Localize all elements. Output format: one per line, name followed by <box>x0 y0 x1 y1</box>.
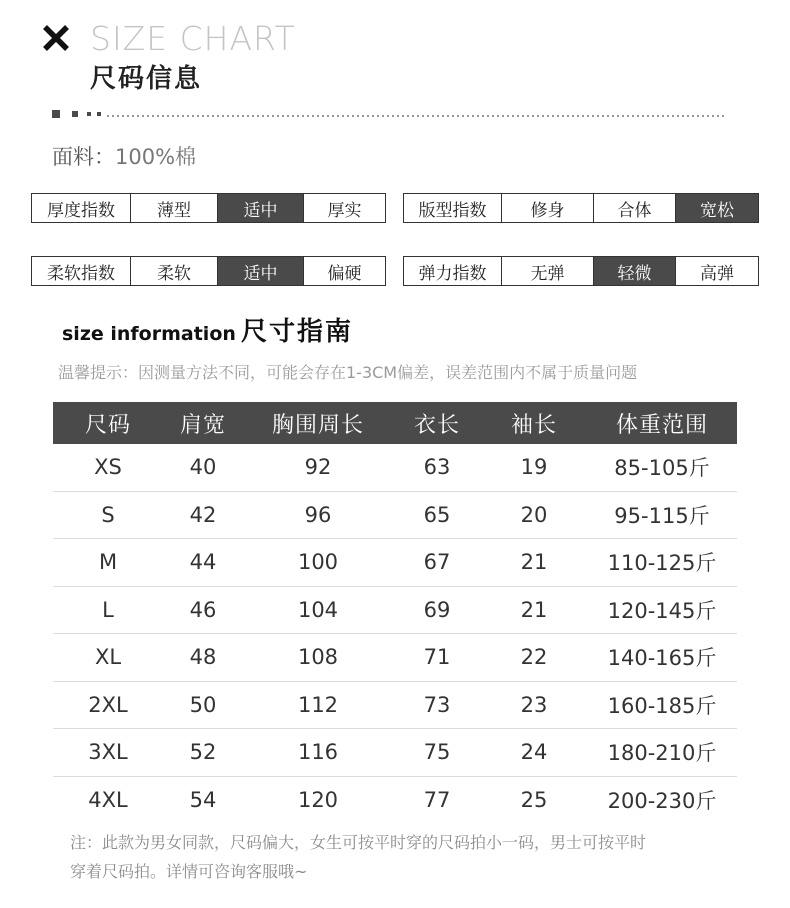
cell-size: M <box>98 550 118 575</box>
fit-index-label: 版型指数 <box>418 200 487 221</box>
size-note <box>70 828 730 886</box>
cell-sleeve: 24 <box>520 740 548 765</box>
cell-shoulder: 46 <box>189 597 217 622</box>
size-info-title-cn: 尺寸指南 <box>241 317 354 347</box>
cell-shoulder: 42 <box>189 502 217 527</box>
cell-chest: 104 <box>297 597 339 622</box>
softness-index <box>31 256 386 286</box>
fabric-label: 面料： <box>52 145 115 169</box>
header-weight: 体重范围 <box>615 412 708 438</box>
decorative-divider <box>52 108 724 120</box>
cell-weight: 110-125斤 <box>607 551 717 576</box>
cell-length: 63 <box>423 455 451 480</box>
thickness-option-thin: 薄型 <box>130 194 217 222</box>
cell-size: 2XL <box>88 692 128 717</box>
cell-chest: 112 <box>297 692 339 717</box>
elasticity-option-high: 高弹 <box>675 257 758 285</box>
cell-shoulder: 44 <box>189 550 217 575</box>
size-info-title <box>62 314 353 353</box>
fit-option-regular: 合体 <box>593 194 675 222</box>
softness-option-medium: 适中 <box>217 257 303 285</box>
table-row <box>53 587 737 635</box>
cell-sleeve: 21 <box>520 597 548 622</box>
note-line-1: 注：此款为男女同款，尺码偏大，女生可按平时穿的尺码拍小一码，男士可按平时 <box>70 833 647 852</box>
cell-shoulder: 54 <box>189 788 217 813</box>
fit-option-loose: 宽松 <box>675 194 758 222</box>
header-length: 衣长 <box>413 412 460 438</box>
table-header <box>53 402 737 444</box>
table-row <box>53 634 737 682</box>
cell-weight: 160-185斤 <box>607 693 717 718</box>
cell-size: S <box>101 502 115 527</box>
header-chest: 胸围周长 <box>271 412 364 438</box>
table-row <box>53 729 737 777</box>
cell-length: 67 <box>423 550 451 575</box>
table-row <box>53 777 737 825</box>
cell-length: 75 <box>423 740 451 765</box>
cell-shoulder: 40 <box>189 455 217 480</box>
cell-chest: 92 <box>304 455 332 480</box>
cell-weight: 120-145斤 <box>607 598 717 623</box>
cell-size: XL <box>94 645 122 670</box>
fit-index <box>403 193 759 223</box>
cell-shoulder: 48 <box>189 645 217 670</box>
cell-weight: 200-230斤 <box>607 789 717 814</box>
cell-weight: 85-105斤 <box>614 456 710 481</box>
cell-chest: 120 <box>297 788 339 813</box>
table-row <box>53 492 737 540</box>
note-line-2: 穿着尺码拍。详情可咨询客服哦~ <box>70 862 308 881</box>
measurement-tip: 温馨提示：因测量方法不同，可能会存在1-3CM偏差，误差范围内不属于质量问题 <box>58 363 638 382</box>
size-table <box>53 402 737 824</box>
table-body <box>53 444 737 824</box>
fit-option-slim: 修身 <box>501 194 593 222</box>
header-size: 尺码 <box>84 412 131 438</box>
thickness-index <box>31 193 386 223</box>
table-row <box>53 444 737 492</box>
cell-sleeve: 25 <box>520 788 548 813</box>
elasticity-option-slight: 轻微 <box>593 257 675 285</box>
softness-option-soft: 柔软 <box>130 257 217 285</box>
cell-shoulder: 52 <box>189 740 217 765</box>
cell-weight: 180-210斤 <box>607 741 717 766</box>
thickness-option-medium: 适中 <box>217 194 303 222</box>
cell-length: 73 <box>423 692 451 717</box>
header-shoulder: 肩宽 <box>179 412 226 438</box>
thickness-index-label: 厚度指数 <box>47 200 115 221</box>
cell-size: 4XL <box>88 788 128 813</box>
cell-chest: 108 <box>297 645 339 670</box>
softness-option-hard: 偏硬 <box>303 257 385 285</box>
fabric-info <box>52 142 196 172</box>
cell-sleeve: 21 <box>520 550 548 575</box>
cell-size: XS <box>94 455 122 480</box>
elasticity-index-label: 弹力指数 <box>418 263 487 284</box>
fabric-value: 100%棉 <box>115 145 197 169</box>
cell-sleeve: 19 <box>520 455 548 480</box>
close-icon[interactable] <box>40 22 72 54</box>
elasticity-option-none: 无弹 <box>501 257 593 285</box>
cell-weight: 95-115斤 <box>614 503 710 528</box>
size-info-title-en: size information <box>62 323 236 345</box>
cell-length: 71 <box>423 645 451 670</box>
page-title-cn: 尺码信息 <box>90 64 203 94</box>
thickness-option-thick: 厚实 <box>303 194 385 222</box>
cell-sleeve: 20 <box>520 502 548 527</box>
cell-sleeve: 22 <box>520 645 548 670</box>
cell-length: 69 <box>423 597 451 622</box>
cell-sleeve: 23 <box>520 692 548 717</box>
softness-index-label: 柔软指数 <box>47 263 115 284</box>
cell-chest: 100 <box>297 550 339 575</box>
cell-length: 77 <box>423 788 451 813</box>
cell-shoulder: 50 <box>189 692 217 717</box>
page-title-en: SIZE CHART <box>90 19 296 58</box>
cell-size: L <box>102 597 114 622</box>
elasticity-index <box>403 256 759 286</box>
cell-length: 65 <box>423 502 451 527</box>
cell-size: 3XL <box>88 740 128 765</box>
cell-chest: 116 <box>297 740 339 765</box>
table-row <box>53 682 737 730</box>
cell-weight: 140-165斤 <box>607 646 717 671</box>
header-sleeve: 袖长 <box>510 412 557 438</box>
table-row <box>53 539 737 587</box>
cell-chest: 96 <box>304 502 332 527</box>
